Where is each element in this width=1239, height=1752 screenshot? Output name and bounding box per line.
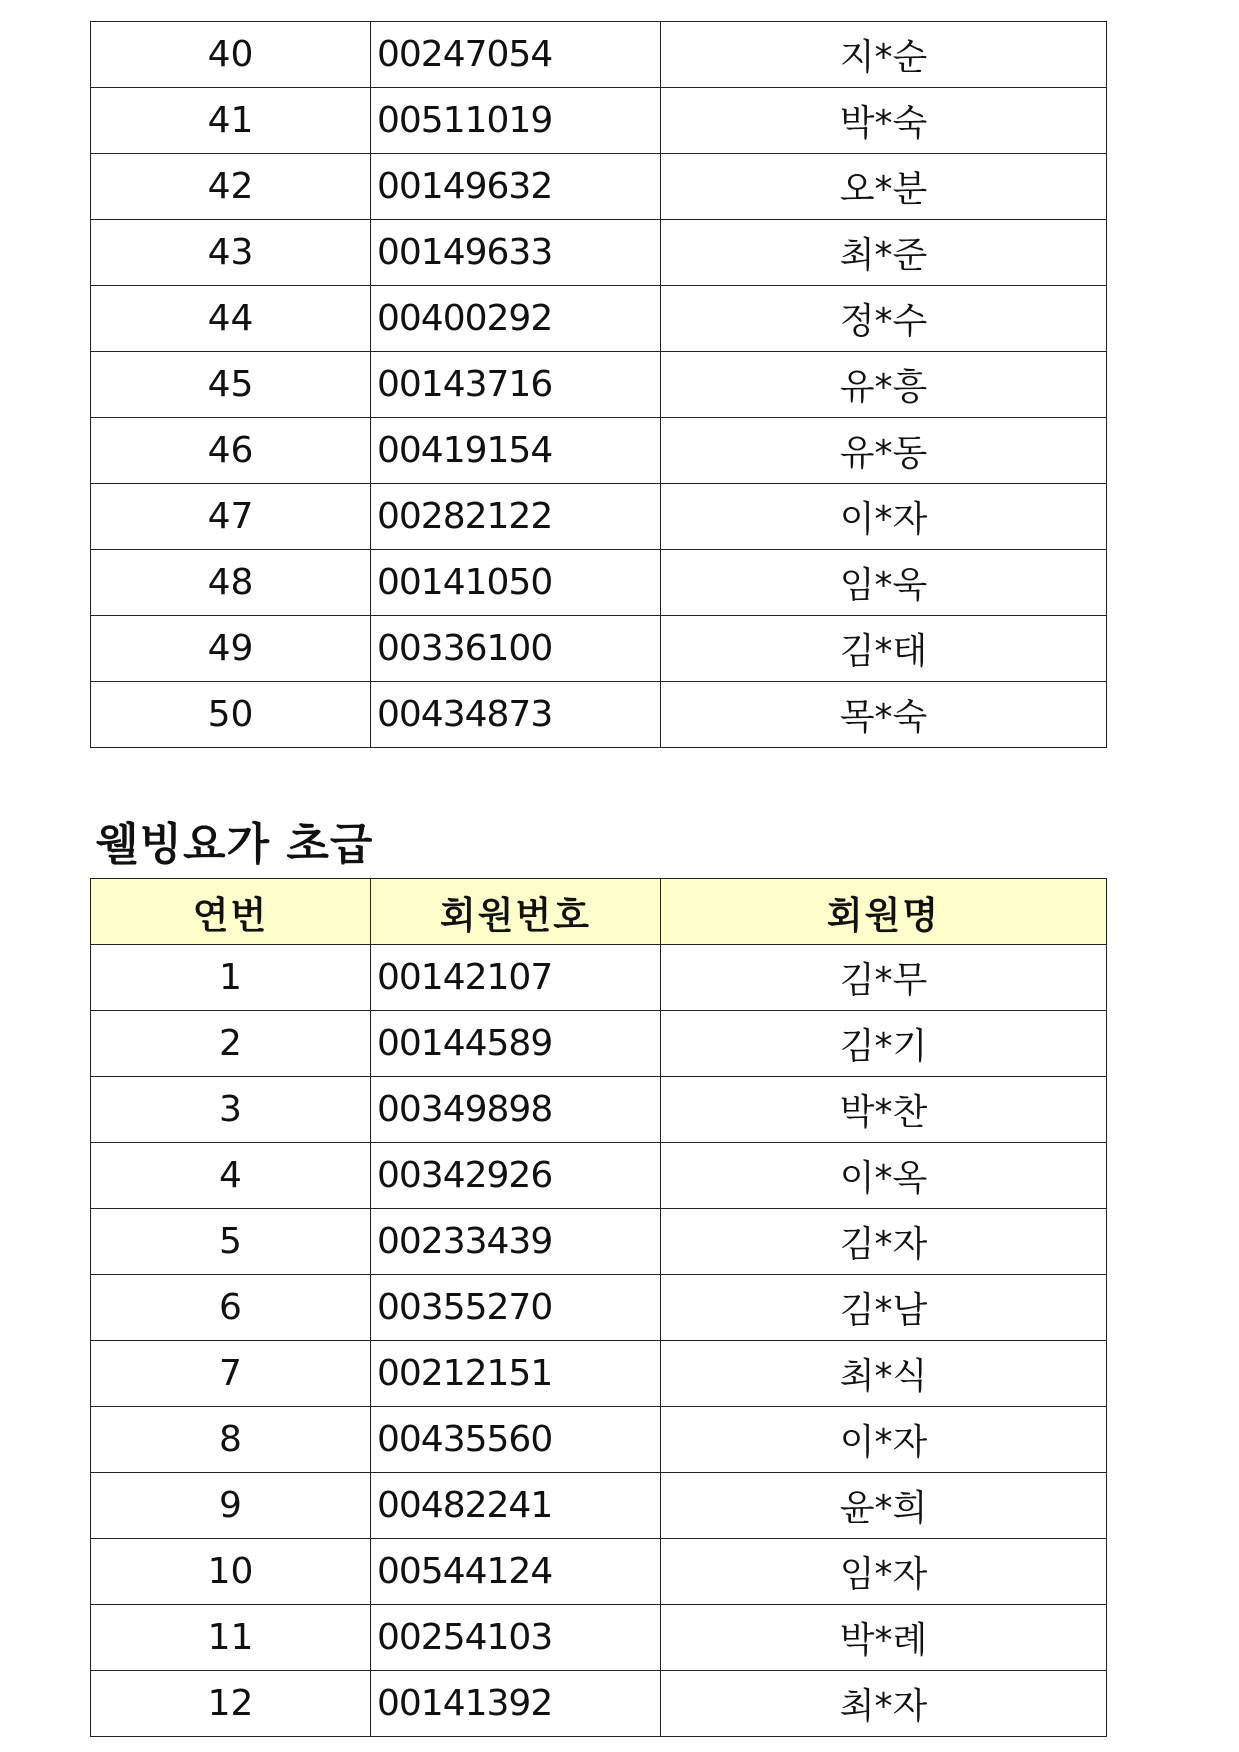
- row-number: 44: [91, 286, 371, 352]
- member-name: 최*자: [661, 1671, 1107, 1737]
- row-number: 9: [91, 1473, 371, 1539]
- member-name: 최*준: [661, 220, 1107, 286]
- header-member-id: 회원번호: [371, 879, 661, 945]
- row-number: 11: [91, 1605, 371, 1671]
- member-id: 00435560: [371, 1407, 661, 1473]
- header-no: 연번: [91, 879, 371, 945]
- row-number: 4: [91, 1143, 371, 1209]
- member-id: 00349898: [371, 1077, 661, 1143]
- member-name: 김*남: [661, 1275, 1107, 1341]
- member-table-wellbeing-yoga-beginner: [90, 878, 1107, 1737]
- member-table-body: [91, 945, 1107, 1737]
- member-name: 임*자: [661, 1539, 1107, 1605]
- member-name: 김*자: [661, 1209, 1107, 1275]
- row-number: 6: [91, 1275, 371, 1341]
- member-id: 00247054: [371, 22, 661, 88]
- member-name: 김*태: [661, 616, 1107, 682]
- table-row: [91, 220, 1107, 286]
- row-number: 2: [91, 1011, 371, 1077]
- table-row: [91, 88, 1107, 154]
- row-number: 3: [91, 1077, 371, 1143]
- table-row: [91, 1209, 1107, 1275]
- member-name: 박*찬: [661, 1077, 1107, 1143]
- member-id: 00400292: [371, 286, 661, 352]
- member-id: 00254103: [371, 1605, 661, 1671]
- table-row: [91, 1011, 1107, 1077]
- table-row: [91, 616, 1107, 682]
- member-id: 00434873: [371, 682, 661, 748]
- table-row: [91, 154, 1107, 220]
- table-row: [91, 22, 1107, 88]
- member-id: 00142107: [371, 945, 661, 1011]
- table-row: [91, 1077, 1107, 1143]
- member-id: 00144589: [371, 1011, 661, 1077]
- member-name: 유*동: [661, 418, 1107, 484]
- row-number: 40: [91, 22, 371, 88]
- member-name: 김*기: [661, 1011, 1107, 1077]
- row-number: 8: [91, 1407, 371, 1473]
- row-number: 5: [91, 1209, 371, 1275]
- member-id: 00336100: [371, 616, 661, 682]
- member-id: 00212151: [371, 1341, 661, 1407]
- row-number: 46: [91, 418, 371, 484]
- table-row: [91, 1605, 1107, 1671]
- row-number: 41: [91, 88, 371, 154]
- table-row: [91, 352, 1107, 418]
- header-row: [91, 879, 1107, 945]
- member-id: 00141392: [371, 1671, 661, 1737]
- header-member-name: 회원명: [661, 879, 1107, 945]
- member-id: 00511019: [371, 88, 661, 154]
- row-number: 12: [91, 1671, 371, 1737]
- member-name: 이*자: [661, 484, 1107, 550]
- row-number: 48: [91, 550, 371, 616]
- member-name: 박*례: [661, 1605, 1107, 1671]
- section-title: 웰빙요가 초급: [96, 819, 374, 870]
- table-row: [91, 1671, 1107, 1737]
- member-name: 오*분: [661, 154, 1107, 220]
- member-id: 00143716: [371, 352, 661, 418]
- member-id: 00482241: [371, 1473, 661, 1539]
- member-id: 00544124: [371, 1539, 661, 1605]
- table-row: [91, 1473, 1107, 1539]
- row-number: 50: [91, 682, 371, 748]
- member-name: 임*욱: [661, 550, 1107, 616]
- member-id: 00141050: [371, 550, 661, 616]
- member-name: 윤*희: [661, 1473, 1107, 1539]
- table-row: [91, 418, 1107, 484]
- member-id: 00419154: [371, 418, 661, 484]
- member-name: 이*자: [661, 1407, 1107, 1473]
- table-row: [91, 550, 1107, 616]
- member-name: 정*수: [661, 286, 1107, 352]
- row-number: 7: [91, 1341, 371, 1407]
- member-id: 00342926: [371, 1143, 661, 1209]
- member-name: 유*흥: [661, 352, 1107, 418]
- table-row: [91, 945, 1107, 1011]
- table-row: [91, 1275, 1107, 1341]
- row-number: 47: [91, 484, 371, 550]
- member-id: 00355270: [371, 1275, 661, 1341]
- table-row: [91, 1407, 1107, 1473]
- member-name: 이*옥: [661, 1143, 1107, 1209]
- row-number: 43: [91, 220, 371, 286]
- member-name: 박*숙: [661, 88, 1107, 154]
- member-name: 김*무: [661, 945, 1107, 1011]
- member-table-continued: [90, 21, 1107, 748]
- table-row: [91, 286, 1107, 352]
- member-table-header: [91, 879, 1107, 945]
- row-number: 10: [91, 1539, 371, 1605]
- row-number: 1: [91, 945, 371, 1011]
- row-number: 45: [91, 352, 371, 418]
- table-row: [91, 484, 1107, 550]
- table-row: [91, 682, 1107, 748]
- table-row: [91, 1341, 1107, 1407]
- member-id: 00149633: [371, 220, 661, 286]
- table-row: [91, 1143, 1107, 1209]
- member-id: 00149632: [371, 154, 661, 220]
- member-name: 지*순: [661, 22, 1107, 88]
- member-name: 최*식: [661, 1341, 1107, 1407]
- row-number: 49: [91, 616, 371, 682]
- member-id: 00233439: [371, 1209, 661, 1275]
- member-table-continued-body: [91, 22, 1107, 748]
- row-number: 42: [91, 154, 371, 220]
- member-id: 00282122: [371, 484, 661, 550]
- table-row: [91, 1539, 1107, 1605]
- member-name: 목*숙: [661, 682, 1107, 748]
